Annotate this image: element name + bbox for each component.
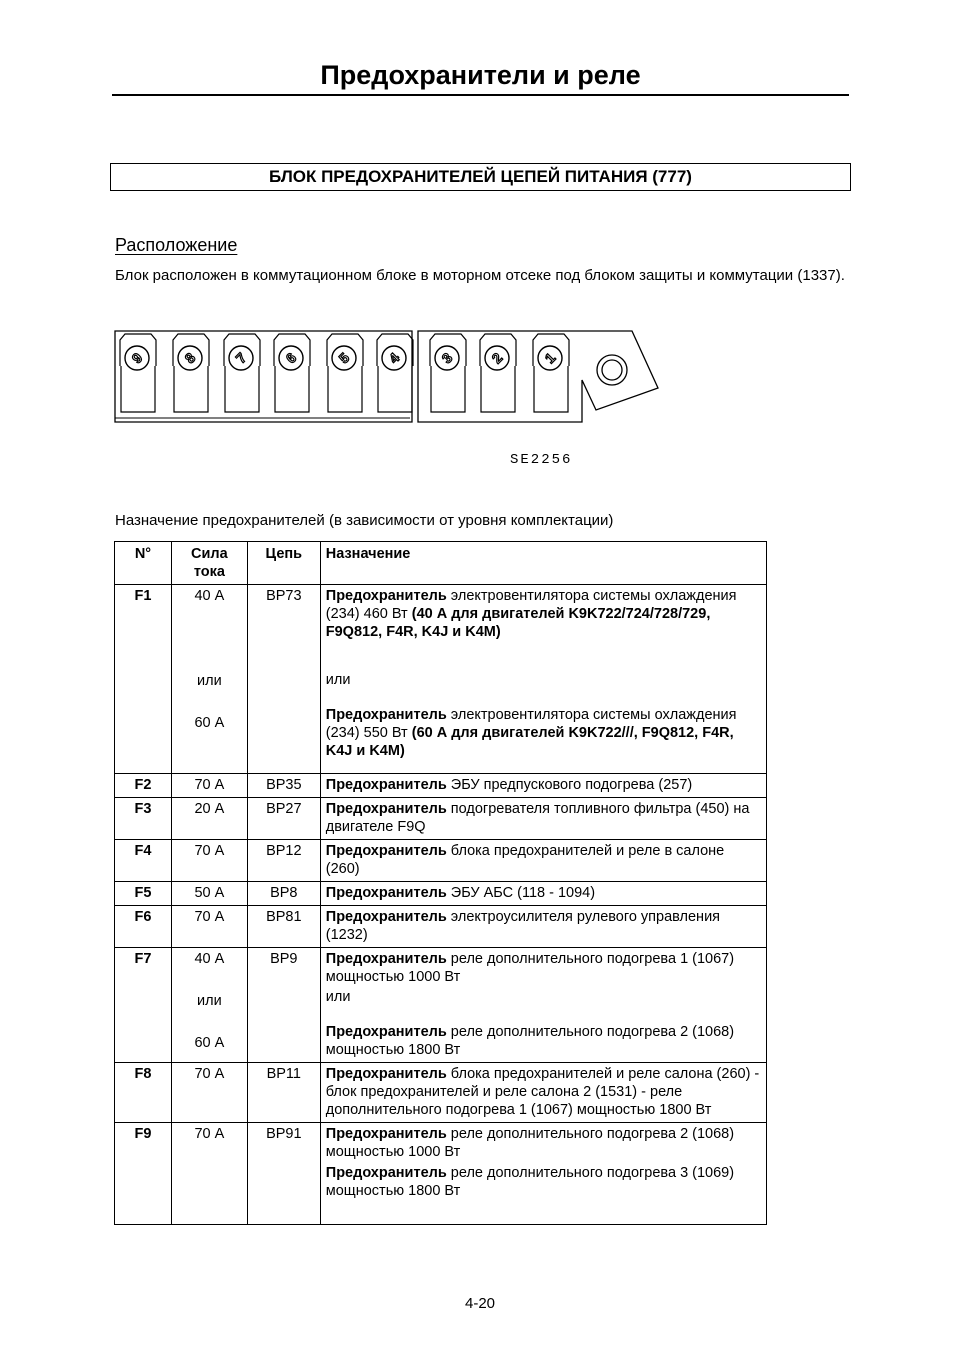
fuse-amperage: 70 А (171, 1123, 247, 1225)
fuse-number: F5 (115, 882, 172, 906)
fuse-slot-label: 9 (128, 349, 146, 367)
col-header-amperage: Сила тока (171, 542, 247, 585)
fuse-slot-4 (377, 334, 413, 412)
fuse-amperage: 70 А (171, 840, 247, 882)
fuse-slot-label: 2 (488, 349, 506, 367)
fuse-number: F9 (115, 1123, 172, 1225)
fuse-housing-outline (115, 331, 412, 422)
fuse-slot-8 (173, 334, 209, 412)
fuse-slot-9 (120, 334, 156, 412)
fuse-amperage: 40 А или 60 А (171, 585, 247, 774)
fuse-destination: Предохранитель блока предохранителей и реле салона (260) - блок предохранителей и реле салона 2 (1531) - реле дополнительного подогрева 1 (1067) мощностью 1800 Вт (320, 1063, 766, 1123)
fuse-slot-label: 5 (335, 349, 353, 367)
fuse-slot-label: 7 (232, 349, 250, 367)
col-header-destination: Назначение (320, 542, 766, 585)
fuse-circuit: BP35 (247, 774, 320, 798)
table-row (115, 774, 767, 798)
col-header-number: N° (115, 542, 172, 585)
fuse-destination: Предохранитель подогревателя топливного фильтра (450) на двигателе F9Q (320, 798, 766, 840)
fuse-amperage: 40 А или 60 А (171, 948, 247, 1063)
fuse-circuit: BP9 (247, 948, 320, 1063)
figure-code: SE2256 (510, 452, 573, 468)
table-row (115, 906, 767, 948)
table-row (115, 798, 767, 840)
fuse-destination: Предохранитель электроусилителя рулевого управления (1232) (320, 906, 766, 948)
fuse-number: F2 (115, 774, 172, 798)
fuse-number: F3 (115, 798, 172, 840)
fuse-slot-2 (480, 334, 516, 412)
fuse-destination: Предохранитель ЭБУ АБС (118 - 1094) (320, 882, 766, 906)
fuse-number: F8 (115, 1063, 172, 1123)
fuse-destination: Предохранитель реле дополнительного подогрева 1 (1067) мощностью 1000 Вт или Предохранитель реле дополнительного подогрева 2 (1068) мощностью 1800 Вт (320, 948, 766, 1063)
page-title: Предохранители и реле (112, 58, 849, 96)
fuse-destination: Предохранитель реле дополнительного подогрева 2 (1068) мощностью 1000 Вт Предохранитель реле дополнительного подогрева 3 (1069) мощностью 1800 Вт (320, 1123, 766, 1225)
fuse-destination: Предохранитель блока предохранителей и реле в салоне (260) (320, 840, 766, 882)
fuse-slot-5 (327, 334, 363, 412)
fuse-circuit: BP73 (247, 585, 320, 774)
col-header-circuit: Цепь (247, 542, 320, 585)
table-row (115, 1063, 767, 1123)
fuse-destination: Предохранитель ЭБУ предпускового подогрева (257) (320, 774, 766, 798)
fuse-circuit: BP91 (247, 1123, 320, 1225)
fuse-amperage: 50 А (171, 882, 247, 906)
table-caption: Назначение предохранителей (в зависимости от уровня комплектации) (115, 512, 614, 529)
fuse-destination: Предохранитель электровентилятора системы охлаждения (234) 460 Вт (40 А для двигателей K9K722/724/728/729, F9Q812, F4R, K4J и K4M) или Предохранитель электровентилятора системы охлаждения (234) 550 Вт (60 А для двигателей K9K722///, F9Q812, F4R, K4J и K4M) (320, 585, 766, 774)
fuse-slot-6 (274, 334, 310, 412)
fuse-slot-label: 1 (541, 349, 559, 367)
fuse-amperage: 70 А (171, 906, 247, 948)
fuse-slot-1 (533, 334, 569, 412)
table-row (115, 1123, 767, 1225)
fuse-amperage: 70 А (171, 774, 247, 798)
fuse-number: F6 (115, 906, 172, 948)
table-row (115, 585, 767, 774)
fuse-slot-label: 4 (385, 349, 403, 367)
fuse-slot-label: 3 (438, 349, 456, 367)
section-title: БЛОК ПРЕДОХРАНИТЕЛЕЙ ЦЕПЕЙ ПИТАНИЯ (777) (110, 163, 851, 191)
table-row (115, 948, 767, 1063)
fuse-number: F1 (115, 585, 172, 774)
terminal-stud-icon (597, 355, 627, 385)
fuse-slot-3 (430, 334, 466, 412)
fuse-circuit: BP27 (247, 798, 320, 840)
table-row (115, 840, 767, 882)
location-heading: Расположение (115, 235, 238, 255)
fuse-amperage: 70 А (171, 1063, 247, 1123)
fuse-slot-label: 8 (181, 349, 199, 367)
fuse-table (114, 541, 767, 1225)
page-number: 4-20 (464, 1295, 496, 1312)
fuse-circuit: BP11 (247, 1063, 320, 1123)
fuse-slot-label: 6 (282, 349, 300, 367)
fuse-circuit: BP8 (247, 882, 320, 906)
fuse-circuit: BP81 (247, 906, 320, 948)
fuse-slot-7 (224, 334, 260, 412)
location-text: Блок расположен в коммутационном блоке в моторном отсеке под блоком защиты и коммутации (1337). (115, 267, 845, 284)
fuse-amperage: 20 А (171, 798, 247, 840)
fuse-box-diagram (112, 328, 672, 424)
fuse-circuit: BP12 (247, 840, 320, 882)
table-header-row (115, 542, 767, 585)
fuse-number: F7 (115, 948, 172, 1063)
table-row (115, 882, 767, 906)
fuse-number: F4 (115, 840, 172, 882)
